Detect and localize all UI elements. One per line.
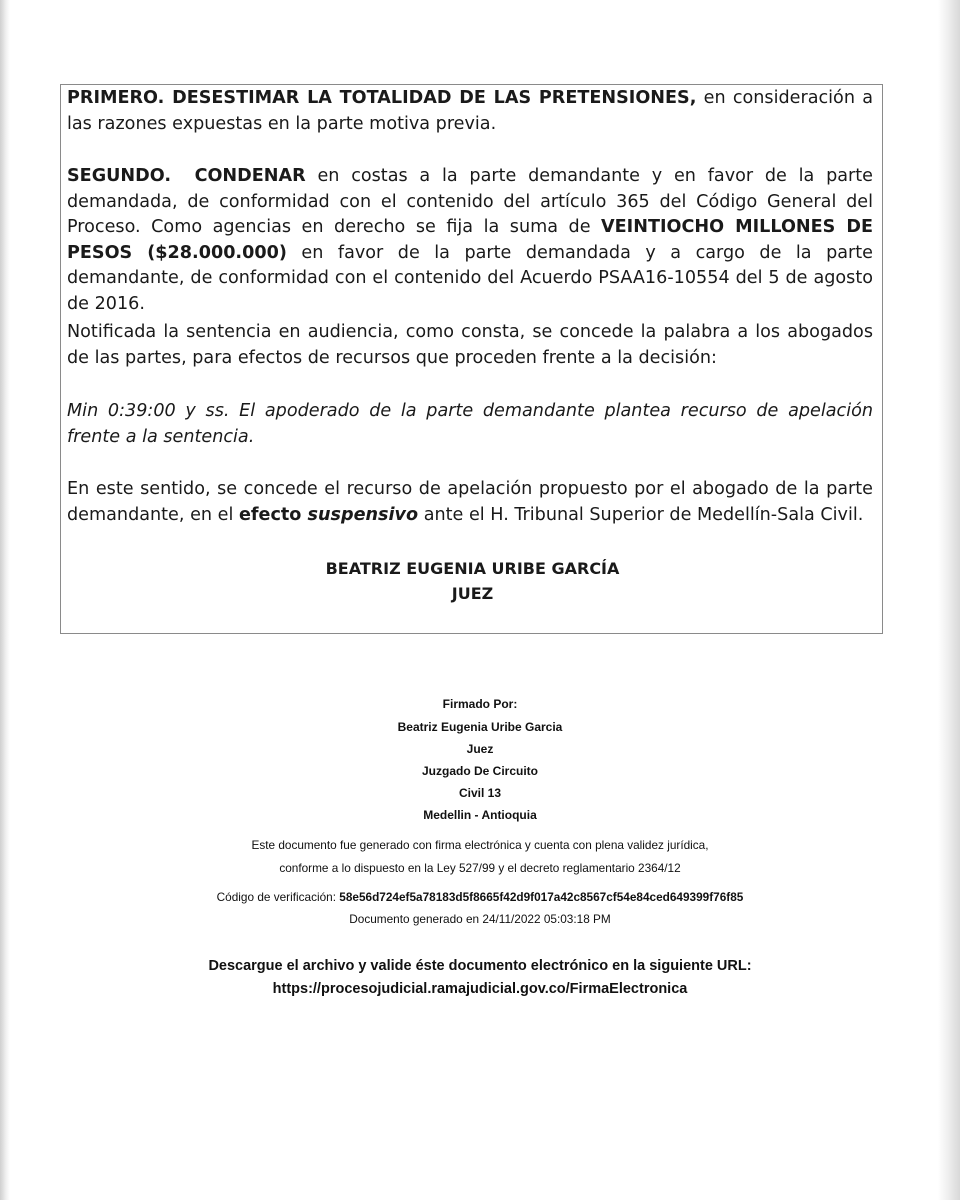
signer-name: Beatriz Eugenia Uribe Garcia xyxy=(397,720,563,734)
resolution-box xyxy=(60,84,883,634)
judge-name: BEATRIZ EUGENIA URIBE GARCÍA xyxy=(325,559,620,578)
segundo-label: SEGUNDO. xyxy=(67,166,171,186)
primero-label: PRIMERO. DESESTIMAR LA TOTALIDAD DE LAS PRETENSIONES, xyxy=(67,88,697,108)
page-shadow-left xyxy=(0,0,10,1200)
paragraph-notificada: Notificada la sentencia en audiencia, como consta, se concede la palabra a los abogados de las partes, para efectos de recursos que proceden frente a la decisión: xyxy=(67,322,873,368)
signer-civil: Civil 13 xyxy=(458,786,502,800)
validity-line-2: conforme a lo dispuesto en la Ley 527/99 y el decreto reglamentario 2364/12 xyxy=(279,861,681,875)
paragraph-segundo xyxy=(67,164,873,317)
concede-text-b: ante el H. Tribunal Superior de Medellín-Sala Civil. xyxy=(418,504,864,525)
firmado-por: Firmado Por: xyxy=(442,697,518,711)
signer-role: Juez xyxy=(466,742,494,756)
page-shadow-right xyxy=(938,0,960,1200)
validity-line-1: Este documento fue generado con firma electrónica y cuenta con plena validez jurídica, xyxy=(251,838,709,852)
concede-efecto: efecto xyxy=(238,504,308,525)
generated-date: Documento generado en 24/11/2022 05:03:18 PM xyxy=(349,912,611,926)
verification-line xyxy=(0,890,960,904)
segundo-text-b: en favor de la parte demandada y a cargo de la parte demandante, de conformidad con el contenido del Acuerdo PSAA16-10554 del 5 de agosto de 2016. xyxy=(67,242,873,314)
verification-label: Código de verificación: xyxy=(216,890,340,904)
paragraph-min-note: Min 0:39:00 y ss. El apoderado de la parte demandante plantea recurso de apelación frente a la sentencia. xyxy=(67,401,873,447)
verification-code: 58e56d724ef5a78183d5f8665f42d9f017a42c8567cf54e84ced649399f76f85 xyxy=(339,890,744,904)
concede-suspensivo: suspensivo xyxy=(307,504,419,525)
segundo-condenar: CONDENAR xyxy=(194,166,306,186)
judge-title: JUEZ xyxy=(451,584,494,603)
segundo-text-a: en costas a la parte demandante y en favor de la parte demandada, de conformidad con el contenido del artículo 365 del Código General del Proceso. Como agencias en derecho se fija la suma de xyxy=(67,166,873,237)
paragraph-primero xyxy=(67,86,873,137)
paragraph-concede xyxy=(67,477,873,528)
primero-text: en consideración a las razones expuestas en la parte motiva previa. xyxy=(67,88,873,134)
download-instruction: Descargue el archivo y valide éste documento electrónico en la siguiente URL: xyxy=(208,958,752,974)
validation-url[interactable]: https://procesojudicial.ramajudicial.gov.co/FirmaElectronica xyxy=(272,981,688,997)
segundo-gap xyxy=(171,166,195,186)
signer-city: Medellin - Antioquia xyxy=(423,808,537,822)
signer-court: Juzgado De Circuito xyxy=(421,764,538,778)
segundo-amount: VEINTIOCHO MILLONES DE PESOS ($28.000.000) xyxy=(67,217,873,263)
concede-text-a: En este sentido, se concede el recurso de apelación propuesto por el abogado de la parte demandante, en el xyxy=(67,479,873,525)
